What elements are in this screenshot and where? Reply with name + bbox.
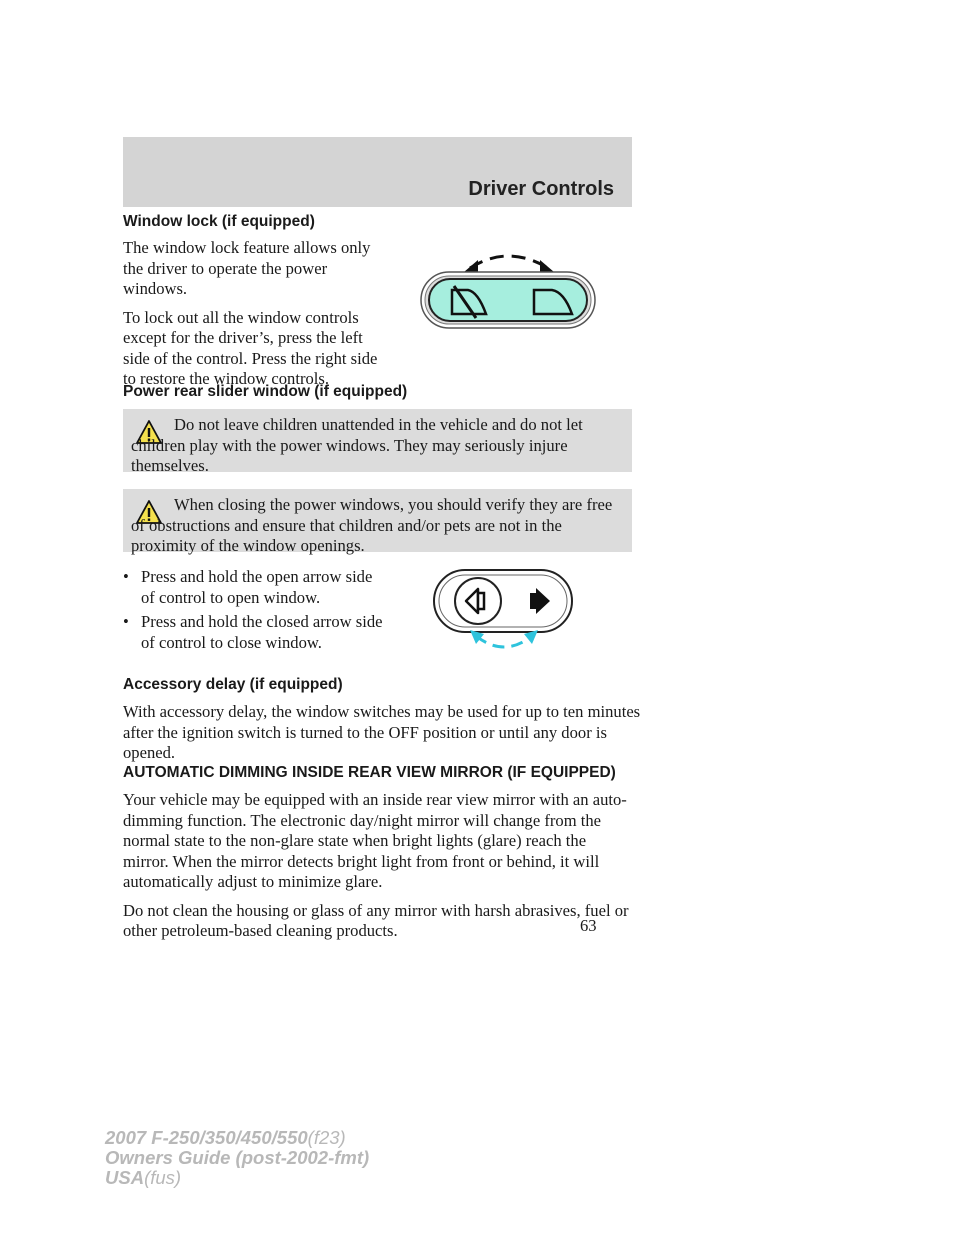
- warning-box-2: [123, 489, 632, 555]
- bullet-glyph: •: [123, 567, 129, 586]
- bullet-text-open: Press and hold the open arrow side of control to open window.: [141, 567, 373, 607]
- document-footer: [105, 1128, 369, 1188]
- window-lock-para-2: To lock out all the window controls except for the driver’s, press the left side of the control. Press the right side to restore the window controls.: [123, 307, 378, 388]
- warning-text-1: Do not leave children unattended in the vehicle and do not let children play with the power windows. They may seriously injure themselves.: [131, 415, 583, 475]
- rear-slider-heading-wrap: [123, 382, 643, 402]
- window-lock-heading: Window lock (if equipped): [123, 213, 315, 230]
- footer-model: 2007 F-250/350/450/550: [105, 1127, 308, 1148]
- bullet-glyph: •: [123, 612, 129, 631]
- window-lock-para-1: The window lock feature allows only the driver to operate the power windows.: [123, 238, 371, 298]
- bullet-text-close: Press and hold the closed arrow side of control to close window.: [141, 612, 383, 652]
- mirror-section: [123, 763, 635, 942]
- footer-market: USA: [105, 1167, 145, 1188]
- rear-slider-heading: Power rear slider window (if equipped): [123, 383, 408, 400]
- window-lock-body: [123, 238, 385, 390]
- accessory-delay-section: [123, 675, 643, 764]
- rear-slider-switch-icon: [430, 566, 576, 656]
- accessory-delay-para: With accessory delay, the window switches may be used for up to ten minutes after the ignition switch is turned to the OFF position or until any door is opened.: [123, 702, 641, 762]
- window-lock-heading-wrap: [123, 212, 643, 232]
- window-lock-switch-icon: [418, 246, 598, 332]
- mirror-heading: AUTOMATIC DIMMING INSIDE REAR VIEW MIRROR (IF EQUIPPED): [123, 764, 616, 781]
- list-item: [123, 612, 388, 653]
- footer-line-3: [105, 1168, 369, 1188]
- section-header: [123, 137, 632, 207]
- mirror-para-2: Do not clean the housing or glass of any mirror with harsh abrasives, fuel or other petroleum-based cleaning products.: [123, 900, 629, 940]
- page-number: 63: [580, 916, 597, 935]
- footer-model-code: (f23): [307, 1127, 346, 1148]
- mirror-para-1: Your vehicle may be equipped with an inside rear view mirror with an auto-dimming function. The electronic day/night mirror will change from the normal state to the non-glare state when bright lights (glare) reach the mirror. When the mirror detects bright light from front or behind, it will automatically adjust to minimize glare.: [123, 790, 627, 891]
- warning-box-1: [123, 409, 632, 475]
- list-item: [123, 567, 388, 608]
- warning-text-2: When closing the power windows, you should verify they are free of obstructions and ensure that children and/or pets are not in the proximity of the window openings.: [131, 495, 613, 555]
- accessory-delay-heading: Accessory delay (if equipped): [123, 676, 343, 693]
- footer-line-1: [105, 1128, 369, 1148]
- section-title: Driver Controls: [468, 178, 614, 200]
- footer-market-code: (fus): [144, 1167, 182, 1188]
- footer-line-2: Owners Guide (post-2002-fmt): [105, 1147, 370, 1168]
- rear-slider-bullets: [123, 567, 388, 653]
